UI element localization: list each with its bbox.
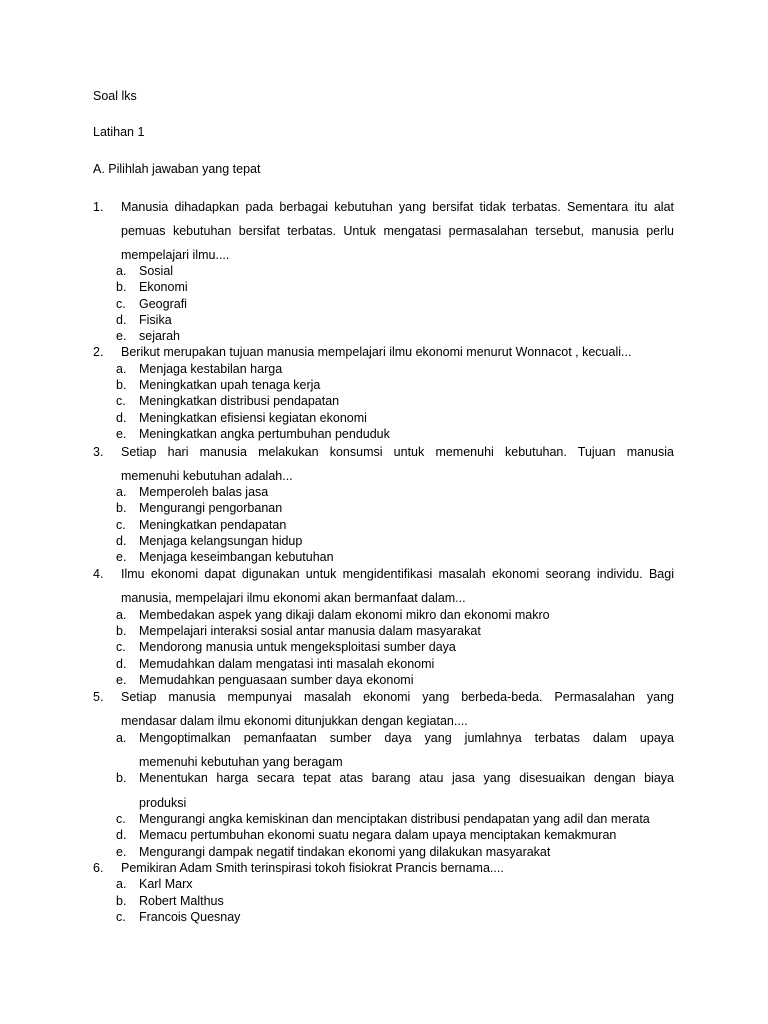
option-letter: e. — [116, 329, 127, 343]
option-text: Memudahkan dalam mengatasi inti masalah ekonomi — [139, 657, 435, 671]
question-number: 5. — [93, 690, 104, 704]
option-letter: b. — [116, 378, 127, 392]
question-number: 4. — [93, 567, 104, 581]
option-text: Memperoleh balas jasa — [139, 485, 269, 499]
option-letter: a. — [116, 485, 127, 499]
question-number: 2. — [93, 345, 104, 359]
option-text: Francois Quesnay — [139, 910, 241, 924]
option-letter: c. — [116, 910, 126, 924]
exercise-label: Latihan 1 — [93, 125, 145, 139]
page-title: Soal lks — [93, 89, 137, 103]
question-text: Setiap hari manusia melakukan konsumsi untuk memenuhi kebutuhan. Tujuan manusia — [121, 445, 674, 459]
option-text: Sosial — [139, 264, 174, 278]
option-letter: a. — [116, 362, 127, 376]
option-letter: e. — [116, 427, 127, 441]
question-text: mempelajari ilmu.... — [121, 248, 230, 262]
question-text: pemuas kebutuhan bersifat terbatas. Untuk mengatasi permasalahan tersebut, manusia perlu — [121, 224, 674, 238]
option-letter: b. — [116, 624, 127, 638]
question-number: 3. — [93, 445, 104, 459]
option-text: Menentukan harga secara tepat atas barang atau jasa yang disesuaikan dengan biaya — [139, 771, 674, 785]
option-text: Mengurangi dampak negatif tindakan ekonomi yang dilakukan masyarakat — [139, 845, 551, 859]
option-text: Fisika — [139, 313, 172, 327]
question-text: Setiap manusia mempunyai masalah ekonomi yang berbeda-beda. Permasalahan yang — [121, 690, 674, 704]
option-text: Geografi — [139, 297, 187, 311]
section-instruction: A. Pilihlah jawaban yang tepat — [93, 162, 261, 176]
option-text: Mengurangi angka kemiskinan dan menciptakan distribusi pendapatan yang adil dan merata — [139, 812, 650, 826]
question-text: Ilmu ekonomi dapat digunakan untuk mengidentifikasi masalah ekonomi seorang individu. Bagi — [121, 567, 674, 581]
option-letter: c. — [116, 394, 126, 408]
option-letter: a. — [116, 731, 127, 745]
question-text: Pemikiran Adam Smith terinspirasi tokoh fisiokrat Prancis bernama.... — [121, 861, 504, 875]
question-text: Berikut merupakan tujuan manusia mempelajari ilmu ekonomi menurut Wonnacot , kecuali... — [121, 345, 632, 359]
option-letter: c. — [116, 297, 126, 311]
option-letter: d. — [116, 657, 127, 671]
option-letter: d. — [116, 534, 127, 548]
option-letter: c. — [116, 518, 126, 532]
option-text: Memudahkan penguasaan sumber daya ekonomi — [139, 673, 414, 687]
option-text: Menjaga keseimbangan kebutuhan — [139, 550, 334, 564]
option-letter: c. — [116, 640, 126, 654]
option-text: sejarah — [139, 329, 180, 343]
option-text: Meningkatkan distribusi pendapatan — [139, 394, 340, 408]
question-text: memenuhi kebutuhan adalah... — [121, 469, 293, 483]
question-text: manusia, mempelajari ilmu ekonomi akan bermanfaat dalam... — [121, 591, 466, 605]
question-text: mendasar dalam ilmu ekonomi ditunjukkan dengan kegiatan.... — [121, 714, 468, 728]
option-text: Menjaga kelangsungan hidup — [139, 534, 303, 548]
option-text: Menjaga kestabilan harga — [139, 362, 283, 376]
option-letter: e. — [116, 845, 127, 859]
option-text-continued: memenuhi kebutuhan yang beragam — [139, 755, 343, 769]
option-text: Meningkatkan pendapatan — [139, 518, 287, 532]
option-letter: d. — [116, 828, 127, 842]
option-text: Membedakan aspek yang dikaji dalam ekonomi mikro dan ekonomi makro — [139, 608, 550, 622]
option-letter: e. — [116, 550, 127, 564]
option-text: Meningkatkan efisiensi kegiatan ekonomi — [139, 411, 367, 425]
option-text: Mengurangi pengorbanan — [139, 501, 283, 515]
option-letter: c. — [116, 812, 126, 826]
option-letter: a. — [116, 877, 127, 891]
option-letter: b. — [116, 894, 127, 908]
option-letter: b. — [116, 280, 127, 294]
option-letter: d. — [116, 313, 127, 327]
option-text: Karl Marx — [139, 877, 193, 891]
question-number: 6. — [93, 861, 104, 875]
option-letter: d. — [116, 411, 127, 425]
option-text: Robert Malthus — [139, 894, 224, 908]
option-text: Mempelajari interaksi sosial antar manusia dalam masyarakat — [139, 624, 481, 638]
option-text: Meningkatkan upah tenaga kerja — [139, 378, 321, 392]
option-letter: b. — [116, 771, 127, 785]
option-letter: a. — [116, 264, 127, 278]
option-text: Ekonomi — [139, 280, 188, 294]
option-text-continued: produksi — [139, 796, 187, 810]
option-text: Memacu pertumbuhan ekonomi suatu negara dalam upaya menciptakan kemakmuran — [139, 828, 617, 842]
option-letter: e. — [116, 673, 127, 687]
option-text: Mendorong manusia untuk mengeksploitasi sumber daya — [139, 640, 456, 654]
option-text: Meningkatkan angka pertumbuhan penduduk — [139, 427, 390, 441]
option-letter: b. — [116, 501, 127, 515]
question-number: 1. — [93, 200, 104, 214]
question-text: Manusia dihadapkan pada berbagai kebutuhan yang bersifat tidak terbatas. Sementara itu alat — [121, 200, 674, 214]
option-text: Mengoptimalkan pemanfaatan sumber daya yang jumlahnya terbatas dalam upaya — [139, 731, 674, 745]
option-letter: a. — [116, 608, 127, 622]
